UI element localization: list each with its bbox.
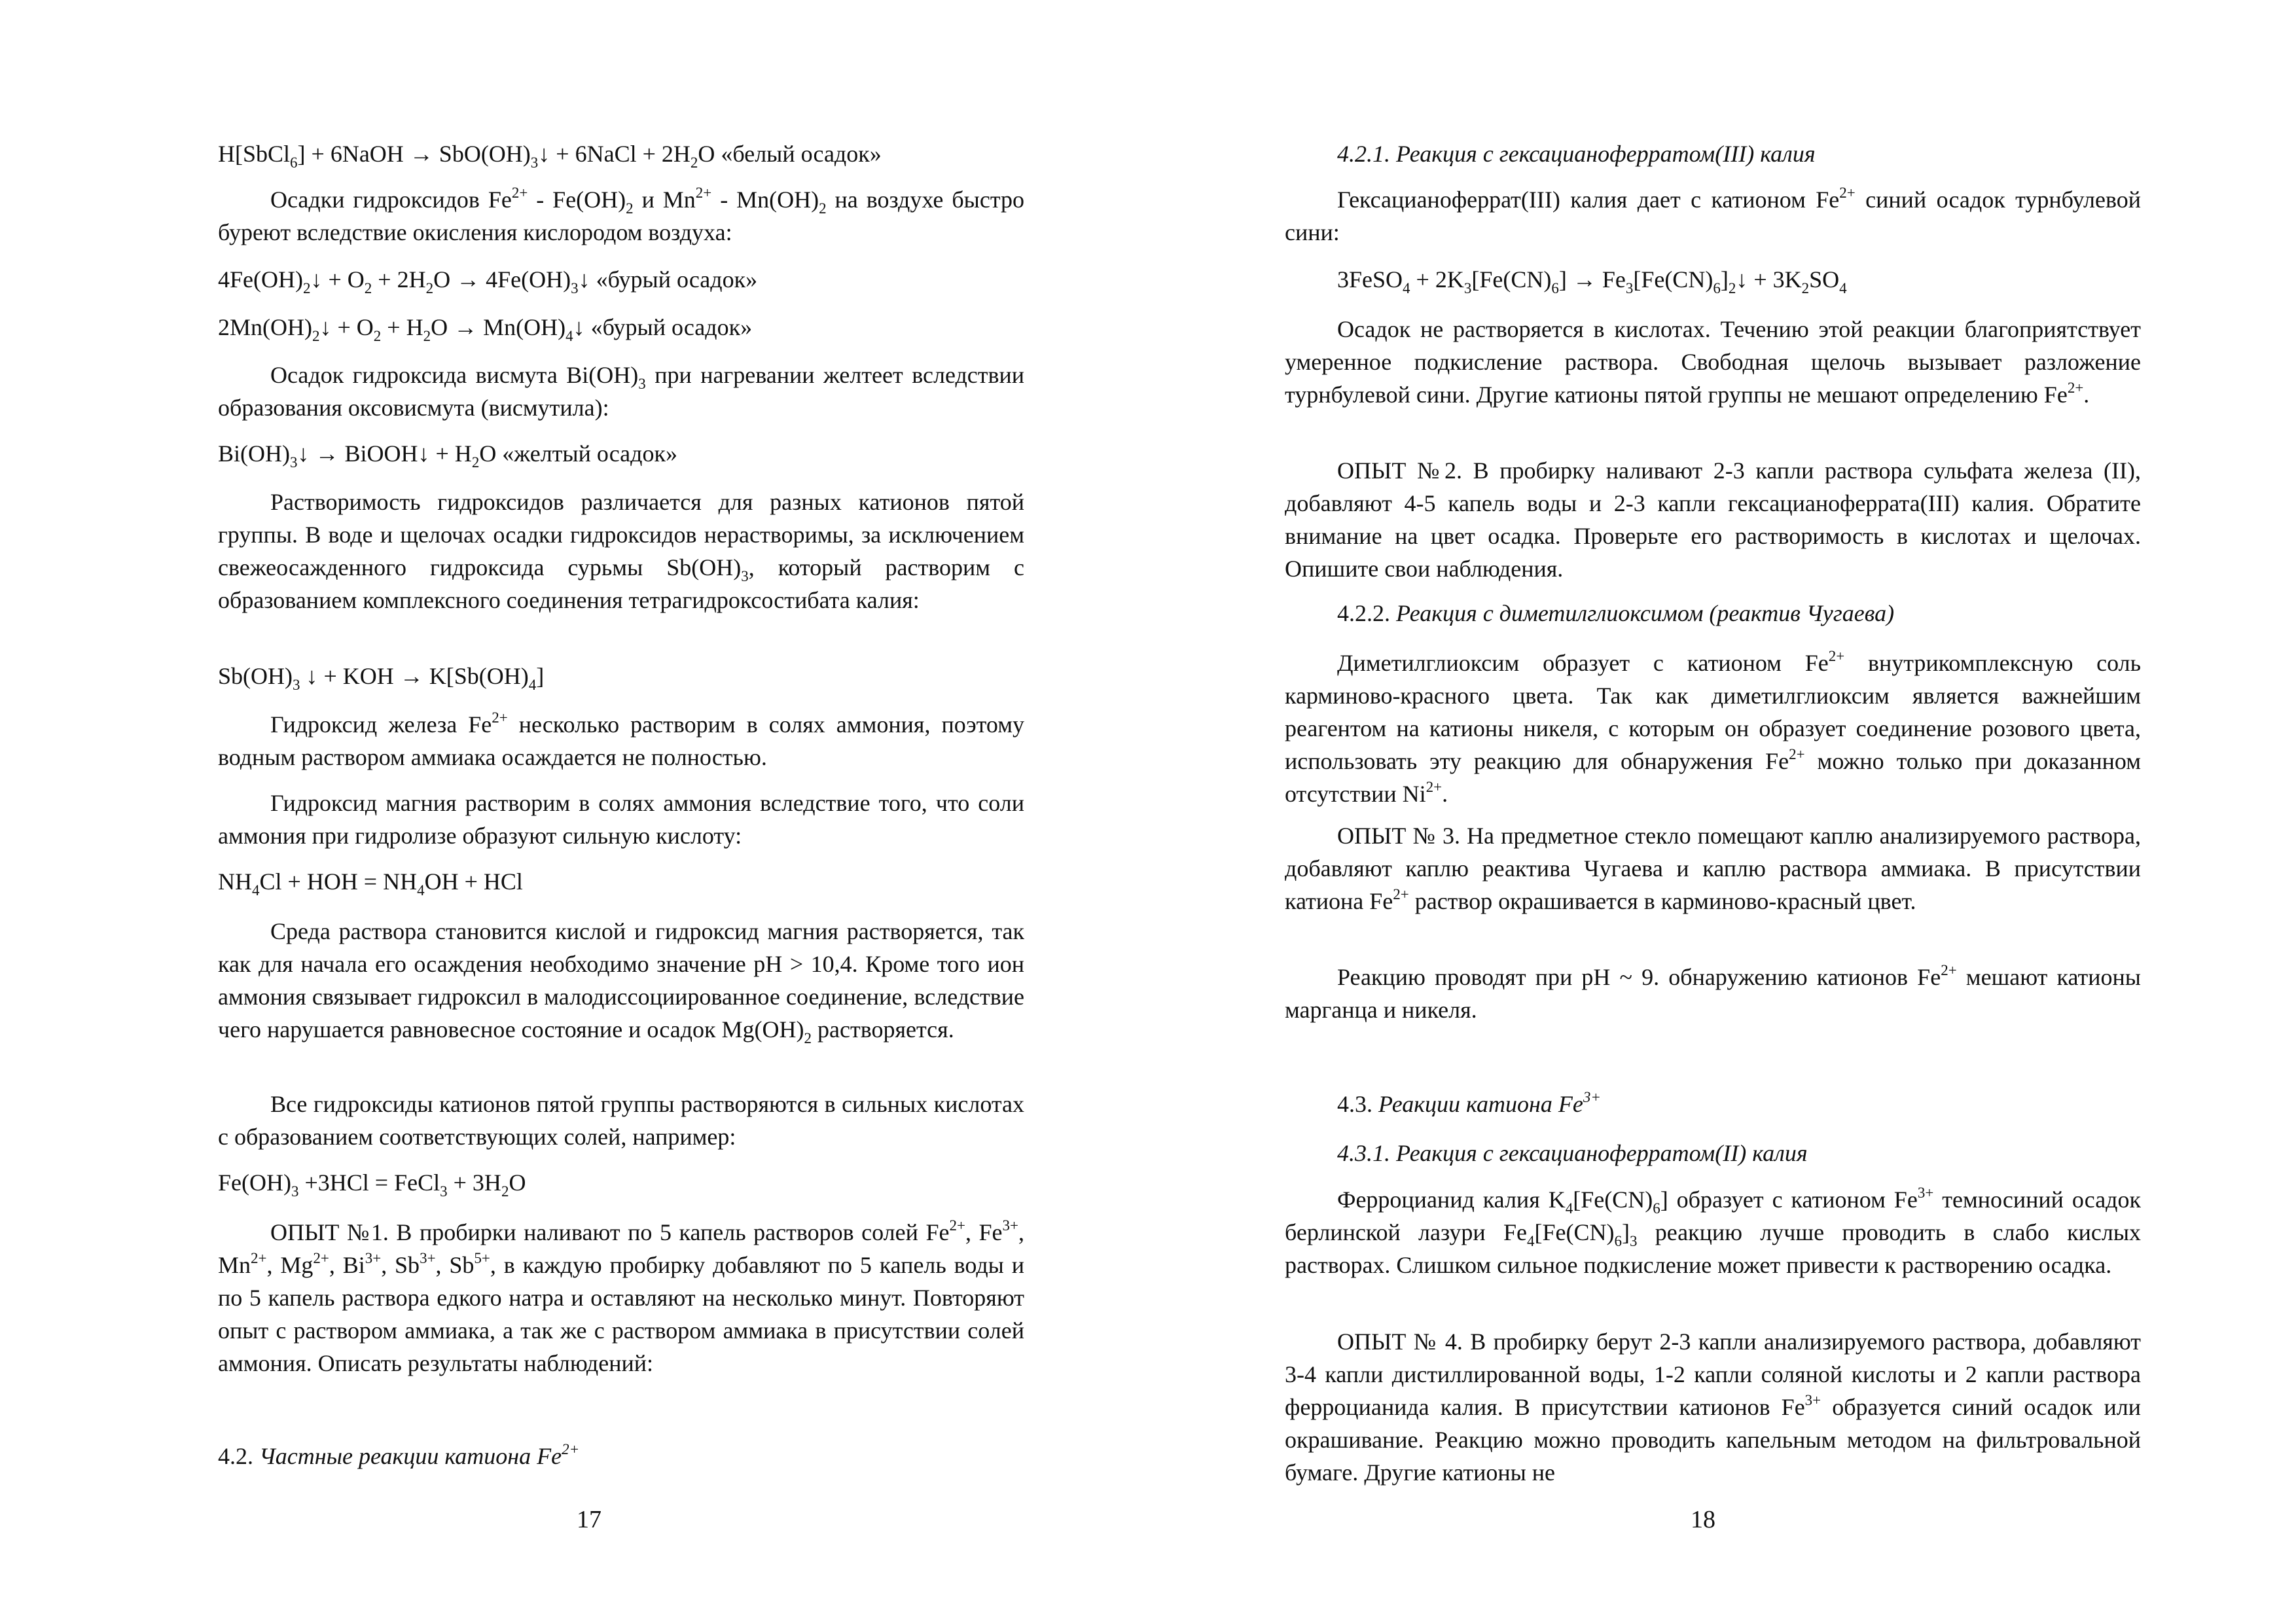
paragraph-ferrocyanide: Ферроцианид калия $K_4[Fe(CN)_6]$ образует с катионом $Fe^{3+}$ темносиний осадок берлинской лазури $Fe_4[Fe(CN)_6]_3$ реакцию лучше проводить в слабо кислых растворах. Слишком сильное подкисление может привести к растворению осадка. xyxy=(1285,1185,2141,1278)
section-heading-4-2: 4.2. Частные реакции катиона $Fe^{2+}$ xyxy=(218,1441,580,1469)
equation-sb-oh3-koh: $Sb(OH)_3$ ↓ + KOH → $K[Sb(OH)_4]$ xyxy=(218,663,545,693)
paragraph-experiment-3: ОПЫТ № 3. На предметное стекло помещают каплю анализируемого раствора, добавляют каплю реактива Чугаева и каплю раствора аммиака. В присутствии катиона $Fe^{2+}$ раствор окрашивается в карминово-красный цвет. xyxy=(1285,823,2141,914)
page-number-right: 18 xyxy=(1691,1506,1715,1533)
paragraph-solubility: Растворимость гидроксидов различается для разных катионов пятой группы. В воде и щелочах осадки гидроксидов нерастворимы, за исключением свежеосажденного гидроксида сурьмы $Sb(OH)_3$, который растворим с образованием комплексного соединения тетрагидроксостибата калия: xyxy=(218,489,1024,613)
paragraph-iron-hydroxide-ammonium: Гидроксид железа $Fe^{2+}$ несколько растворим в солях аммония, поэтому водным раствором аммиака осаждается не полностью. xyxy=(218,709,1024,770)
page-number-left: 17 xyxy=(577,1506,601,1533)
equation-bi-oh3: $Bi(OH)_3↓$ → BiOOH↓ + $H_2O$ «желтый осадок» xyxy=(218,440,677,471)
section-heading-4-2-1: 4.2.1. Реакция с гексацианоферратом(III) калия xyxy=(1337,141,1816,167)
equation-mn-oh2-oxidation: $2Mn(OH)_2↓ + O_2 + H_2O$ → $Mn(OH)_4↓$ «бурый осадок» xyxy=(218,314,753,344)
paragraph-experiment-2: ОПЫТ №2. В пробирку наливают 2-3 капли раствора сульфата железа (II), добавляют 4-5 капель воды и 2-3 капли гексацианоферрата(III) калия. Обратите внимание на цвет осадка. Проверьте его растворимость в кислотах и щелочах. Опишите свои наблюдения. xyxy=(1285,457,2141,582)
paragraph-experiment-4: ОПЫТ № 4. В пробирку берут 2-3 капли анализируемого раствора, добавляют 3-4 капли дистиллированной воды, 1-2 капли соляной кислоты и 2 капли раствора ферроцианида калия. В присутствии катионов $Fe^{3+}$ образуется синий осадок или окрашивание. Реакцию можно проводить капельным методом на фильтровальной бумаге. Другие катионы не xyxy=(1285,1329,2141,1486)
equation-sbcl6-naoh: H[SbCl$_6$] + 6NaOH → $SbO(OH)_3↓$ + 6NaCl + $2H_2O$ «белый осадок» xyxy=(218,141,882,171)
equation-nh4cl-hydrolysis: $NH_4Cl$ + HOH = $NH_4OH$ + HCl xyxy=(218,868,523,899)
paragraph-strong-acids: Все гидроксиды катионов пятой группы растворяются в сильных кислотах с образованием соответствующих солей, например: xyxy=(218,1091,1024,1150)
paragraph-medium-acidic: Среда раствора становится кислой и гидроксид магния растворяется, так как для начала его осаждения необходимо значение pH > 10,4. Кроме того ион аммония связывает гидроксил в малодиссоциированное соединение, вследствие чего нарушается равновесное состояние и осадок $Mg(OH)_2$ растворяется. xyxy=(218,918,1024,1046)
section-heading-4-2-2: 4.2.2. Реакция с диметилглиоксимом (реактив Чугаева) xyxy=(1337,600,1895,626)
paragraph-dimethylglyoxime: Диметилглиоксим образует с катионом $Fe^{2+}$ внутрикомплексную соль карминово-красного цвета. Так как диметилглиоксим является важнейшим реагентом на катионы никеля, с которым он образует соединение розового цвета, использовать эту реакцию для обнаружения $Fe^{2+}$ можно только при доказанном отсутствии $Ni^{2+}$. xyxy=(1285,648,2141,807)
equation-fe-oh2-oxidation: $4Fe(OH)_2↓ + O_2 + 2H_2O$ → $4Fe(OH)_3↓$ «бурый осадок» xyxy=(218,266,758,296)
paragraph-precipitate-acids: Осадок не растворяется в кислотах. Течению этой реакции благоприятствует умеренное подкисление раствора. Свободная щелочь вызывает разложение турнбулевой сини. Другие катионы пятой группы не мешают определению $Fe^{2+}$. xyxy=(1285,316,2141,408)
section-heading-4-3: 4.3. Реакции катиона $Fe^{3+}$ xyxy=(1337,1089,1601,1117)
equation-turnbull-blue: 3FeSO$_4$ + $2K_3[Fe(CN)_6]$ → $Fe_3[Fe(CN)_6]_2↓ + 3K_2SO_4$ xyxy=(1337,266,1847,296)
paragraph-experiment-1: ОПЫТ №1. В пробирки наливают по 5 капель растворов солей $Fe^{2+}$, $Fe^{3+}$, $Mn^{2+}$, $Mg^{2+}$, $Bi^{3+}$, $Sb^{3+}$, $Sb^{5+}$, в каждую пробирку добавляют по 5 капель воды и по 5 капель раствора едкого натра и оставляют на несколько минут. Повторяют опыт с раствором аммиака, а так же с раствором аммиака в присутствии солей аммония. Описать результаты наблюдений: xyxy=(218,1217,1024,1376)
equation-fe-oh3-hcl: $Fe(OH)_3 +3HCl$ = FeCl$_3$ + $3H_2O$ xyxy=(218,1169,526,1200)
section-heading-4-3-1: 4.3.1. Реакция с гексацианоферратом(II) калия xyxy=(1337,1140,1808,1166)
paragraph-hydroxides-oxidation: Осадки гидроксидов $Fe^{2+} - Fe(OH)_2$ и $Mn^{2+} - Mn(OH)_2$ на воздухе быстро буреют вследствие окисления кислородом воздуха: xyxy=(218,185,1024,245)
paragraph-bismuth-hydroxide: Осадок гидроксида висмута $Bi(OH)_3$ при нагревании желтеет вследствии образования оксовисмута (висмутила): xyxy=(218,362,1024,421)
paragraph-ph-interference: Реакцию проводят при pH ~ 9. обнаружению катионов $Fe^{2+}$ мешают катионы марганца и никеля. xyxy=(1285,962,2141,1023)
paragraph-hexacyanoferrate-iii: Гексацианоферрат(III) калия дает с катионом $Fe^{2+}$ синий осадок турнбулевой сини: xyxy=(1285,185,2141,245)
paragraph-magnesium-hydroxide: Гидроксид магния растворим в солях аммония вследствие того, что соли аммония при гидролизе образуют сильную кислоту: xyxy=(218,790,1024,849)
